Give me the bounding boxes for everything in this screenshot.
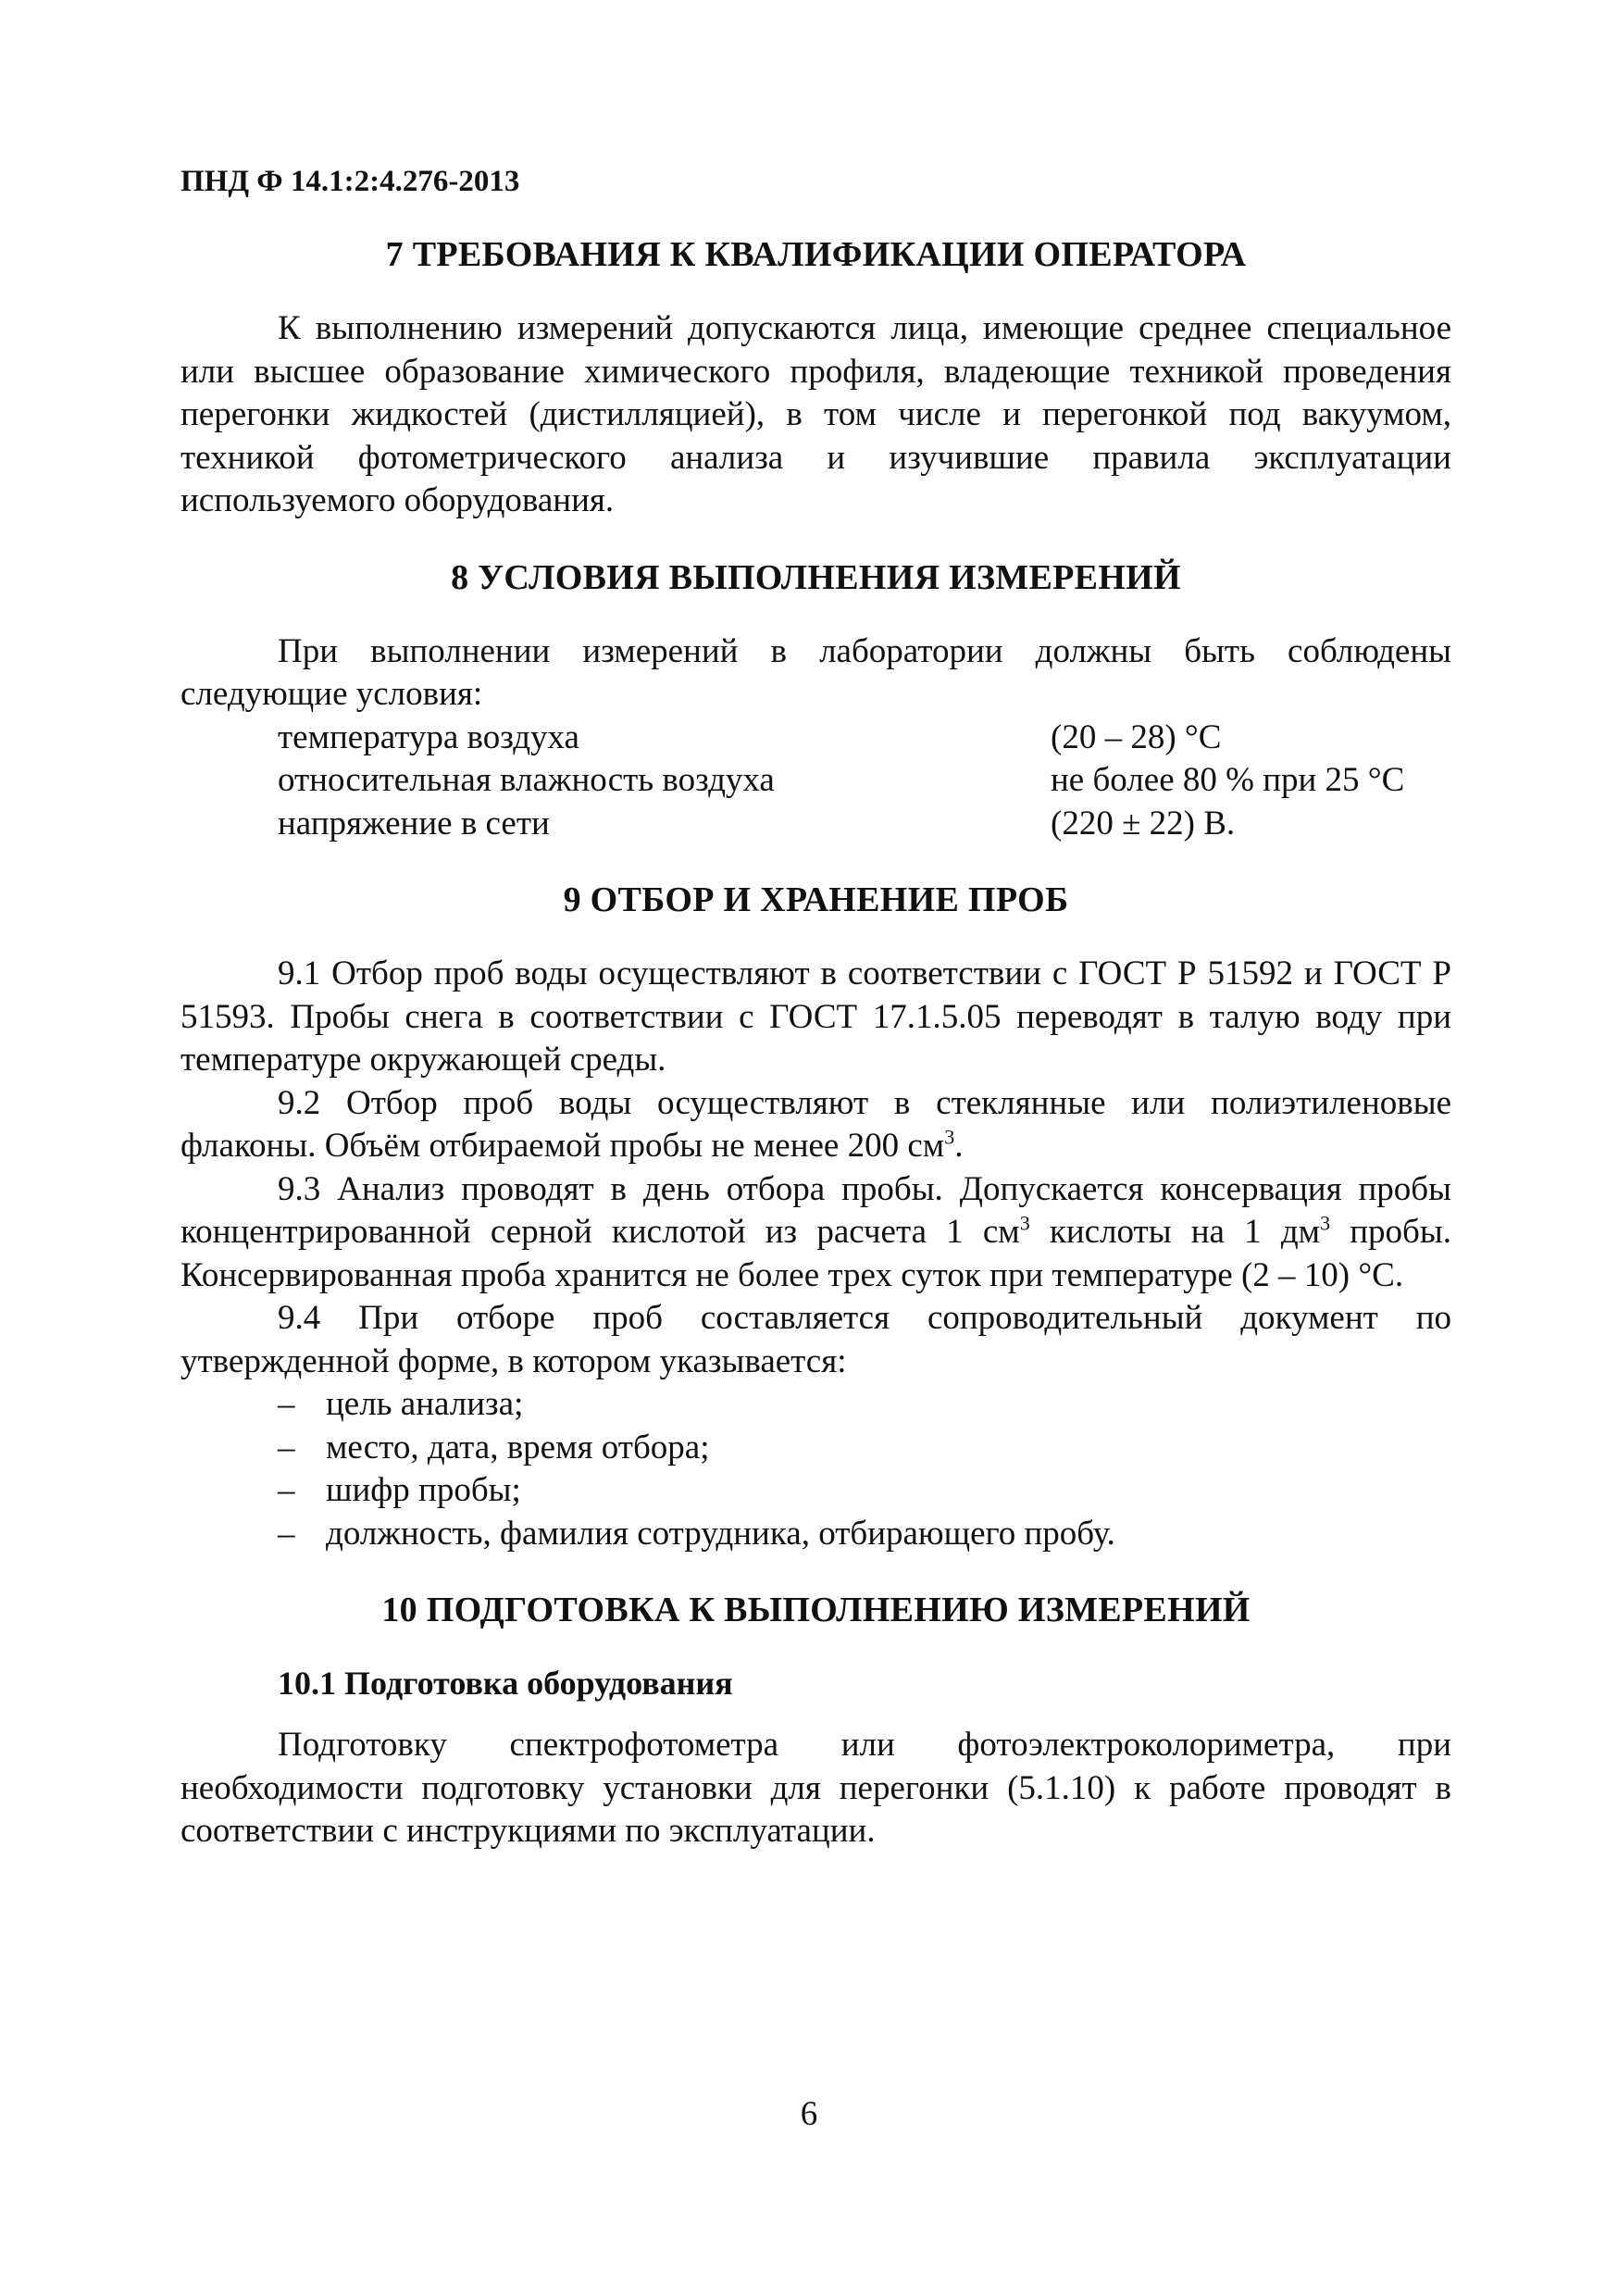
document-code: ПНД Ф 14.1:2:4.276-2013 — [180, 165, 520, 198]
superscript-cubed: 3 — [1019, 1211, 1030, 1235]
section-7-title: 7 ТРЕБОВАНИЯ К КВАЛИФИКАЦИИ ОПЕРАТОРА — [385, 235, 1247, 274]
sample-document-list — [278, 1383, 1451, 1555]
condition-label: относительная влажность воздуха — [278, 761, 775, 799]
dash-bullet: – — [278, 1385, 295, 1423]
section-9-title: 9 ОТБОР И ХРАНЕНИЕ ПРОБ — [563, 880, 1069, 919]
section-10-title: 10 ПОДГОТОВКА К ВЫПОЛНЕНИЮ ИЗМЕРЕНИЙ — [381, 1591, 1251, 1629]
condition-label: напряжение в сети — [278, 804, 550, 842]
superscript-cubed: 3 — [944, 1125, 955, 1149]
section-8-title: 8 УСЛОВИЯ ВЫПОЛНЕНИЯ ИЗМЕРЕНИЙ — [451, 557, 1181, 597]
section-8-intro: При выполнении измерений в лаборатории должны быть соблюдены следующие условия: — [180, 631, 1451, 713]
condition-value: (220 ± 22) В. — [1051, 804, 1236, 842]
paragraph-9-2-text: 9.2 Отбор проб воды осуществляют в стеклянные или полиэтиленовые флаконы. Объём отбираемой пробы не менее 200 см — [180, 1083, 1451, 1165]
condition-value: не более 80 % при 25 °С — [1051, 761, 1405, 799]
paragraph-9-2 — [180, 1082, 1451, 1168]
list-item — [278, 1427, 1451, 1470]
list-item-text: должность, фамилия сотрудника, отбирающего пробу. — [326, 1514, 1115, 1553]
paragraph-9-1: 9.1 Отбор проб воды осуществляют в соответствии с ГОСТ Р 51592 и ГОСТ Р 51593. Пробы снега в соответствии с ГОСТ 17.1.5.05 переводят в талую воду при температуре окружающей среды. — [180, 955, 1451, 1079]
paragraph-9-3 — [180, 1168, 1451, 1298]
section-7-paragraph: К выполнению измерений допускаются лица, имеющие среднее специальное или высшее образование химического профиля, владеющие техникой проведения перегонки жидкостей (дистилляцией), в том числе и перегонкой под вакуумом, техникой фотометрического анализа и изучившие правила эксплуатации используемого оборудования. — [180, 309, 1451, 519]
paragraph-9-3-part-a: 9.3 Анализ проводят в день отбора пробы. Допускается консервация пробы концентрированной серной кислотой из расчета 1 см — [180, 1169, 1451, 1251]
dash-bullet: – — [278, 1471, 295, 1509]
list-item — [278, 1469, 1451, 1513]
conditions-list — [278, 717, 1451, 846]
condition-row — [278, 717, 1451, 760]
subsection-10-1-title: 10.1 Подготовка оборудования — [278, 1665, 733, 1702]
list-item-text: место, дата, время отбора; — [326, 1428, 710, 1466]
superscript-cubed: 3 — [1320, 1211, 1331, 1235]
list-item-text: цель анализа; — [326, 1385, 524, 1423]
dash-bullet: – — [278, 1428, 295, 1466]
section-10-paragraph: Подготовку спектрофотометра или фотоэлектроколориметра, при необходимости подготовку установки для перегонки (5.1.10) к работе проводят в соответствии с инструкциями по эксплуатации. — [180, 1726, 1451, 1850]
paragraph-9-2-end: . — [954, 1127, 964, 1165]
dash-bullet: – — [278, 1514, 295, 1553]
list-item — [278, 1513, 1451, 1556]
condition-row — [278, 759, 1451, 803]
list-item — [278, 1383, 1451, 1427]
list-item-text: шифр пробы; — [326, 1471, 521, 1509]
paragraph-9-4: 9.4 При отборе проб составляется сопроводительный документ по утвержденной форме, в котором указывается: — [180, 1299, 1451, 1380]
condition-row — [278, 803, 1451, 846]
paragraph-9-3-part-b: кислоты на 1 дм — [1029, 1213, 1321, 1251]
condition-label: температура воздуха — [278, 718, 579, 756]
page-number: 6 — [800, 2095, 818, 2133]
paragraph-9-3-part-c: пробы. Консервированная проба хранится не более трех суток при температуре (2 – 10) °С. — [180, 1213, 1451, 1294]
condition-value: (20 – 28) °С — [1051, 718, 1222, 756]
